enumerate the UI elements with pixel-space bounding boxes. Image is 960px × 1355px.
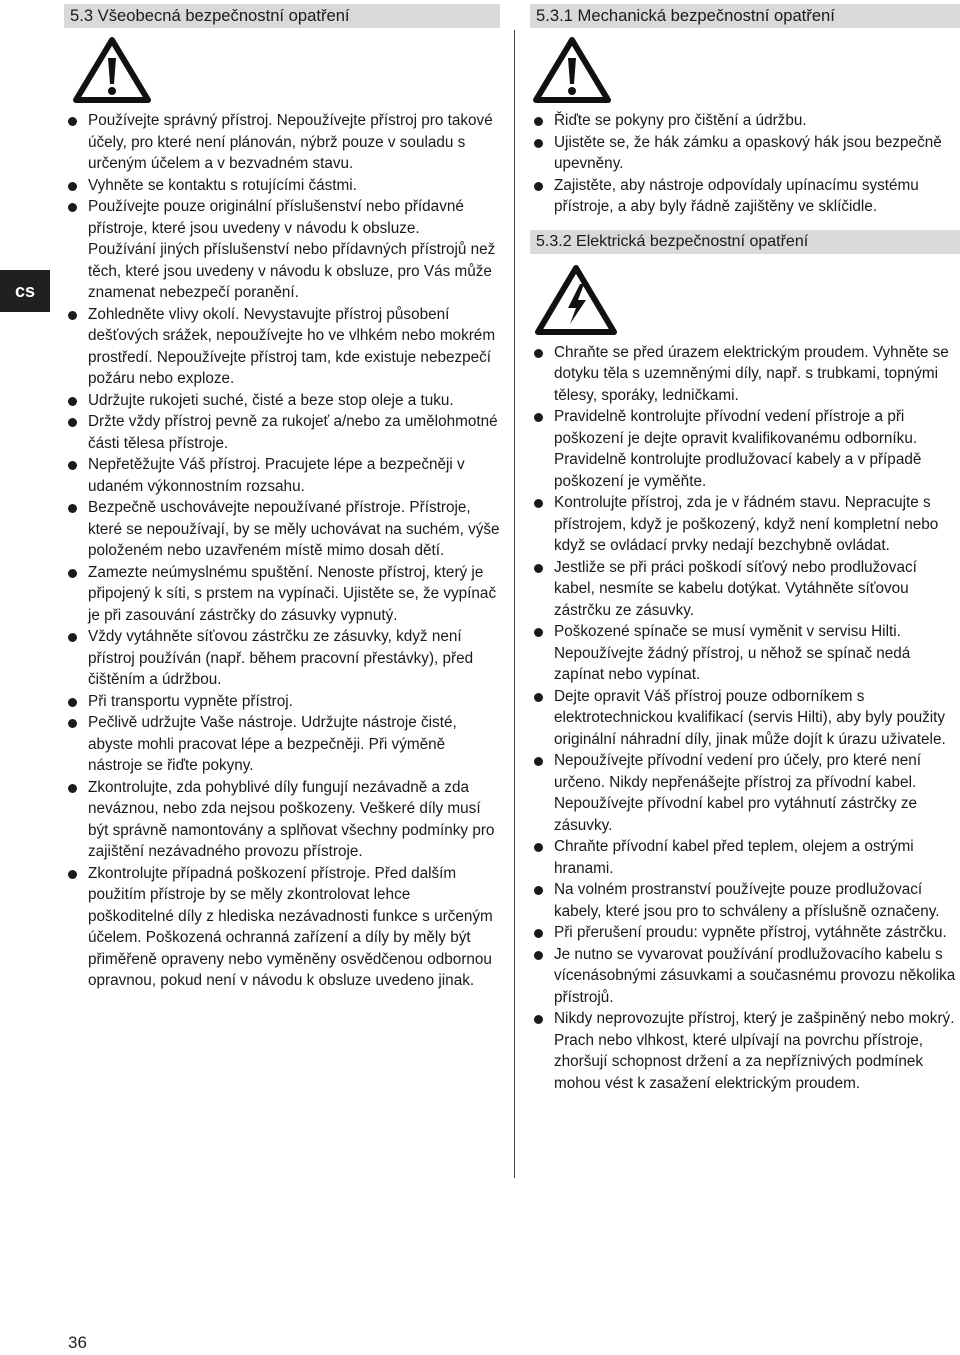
bullet-icon <box>68 870 77 879</box>
left-column <box>64 4 500 992</box>
list-item <box>530 110 960 132</box>
list-item <box>530 922 960 944</box>
list-item <box>64 712 500 777</box>
list-item-text: Používejte pouze originální příslušenství nebo přídavné přístroje, které jsou uvedeny v návodu k obsluze. <box>88 198 464 237</box>
list-item-text: Je nutno se vyvarovat používání prodlužovacího kabelu s vícenásobnými zásuvkami a současnému provozu několika přístrojů. <box>554 945 956 1006</box>
list-item <box>64 390 500 412</box>
list-item-text: Zohledněte vlivy okolí. Nevystavujte přístroj působení dešťových srážek, nepoužívejte ho ve vlhkém nebo mokrém prostředí. Nepoužívejte přístroj tam, kde existuje nebezpečí požáru nebo exploze. <box>88 305 496 387</box>
list-item <box>530 944 960 1009</box>
bullet-icon <box>534 139 543 148</box>
bullet-icon <box>534 886 543 895</box>
warning-triangle-icon <box>72 36 152 106</box>
language-tab: cs <box>0 270 50 312</box>
bullet-icon <box>534 413 543 422</box>
list-item-continuation: Používání jiných příslušenství nebo přídavných přístrojů než těch, které jsou uvedeny v návodu k obsluze, pro Vás může znamenat nebezpečí poranění. <box>88 241 496 301</box>
bullet-icon <box>68 418 77 427</box>
list-item <box>530 406 960 492</box>
bullet-icon <box>534 564 543 573</box>
list-item <box>64 196 500 304</box>
bullet-icon <box>534 1015 543 1024</box>
bullet-icon <box>534 951 543 960</box>
section-heading-general-safety: 5.3 Všeobecná bezpečnostní opatření <box>64 4 500 28</box>
list-item-text: Dejte opravit Váš přístroj pouze odborníkem s elektrotechnickou kvalifikací (servis Hilti), aby byly použity originální náhradní díly, jinak může dojít k úrazu uživatele. <box>554 687 946 748</box>
mechanical-safety-list <box>530 110 960 218</box>
list-item-text: Při transportu vypněte přístroj. <box>88 692 293 710</box>
list-item-text: Nikdy neprovozujte přístroj, který je zašpiněný nebo mokrý. Prach nebo vlhkost, které ulpívají na povrchu přístroje, zhoršují schopnost držení a za nepříznivých podmínek mohou vést k zasažení elektrickým proudem. <box>554 1010 955 1092</box>
list-item-text: Kontrolujte přístroj, zda je v řádném stavu. Nepracujte s přístrojem, když je poškozený, když není kompletní nebo když se ovládací prvky nedají bezchybně ovládat. <box>554 494 939 554</box>
list-item <box>64 626 500 691</box>
list-item <box>530 750 960 836</box>
list-item <box>64 691 500 713</box>
list-item-text: Ujistěte se, že hák zámku a opaskový hák jsou bezpečně upevněny. <box>554 133 942 172</box>
electrical-safety-list <box>530 342 960 1095</box>
bullet-icon <box>534 628 543 637</box>
list-item <box>530 686 960 751</box>
list-item <box>530 175 960 218</box>
list-item <box>64 562 500 627</box>
list-item-text: Vyhněte se kontaktu s rotujícími částmi. <box>88 176 357 194</box>
bullet-icon <box>68 397 77 406</box>
list-item-text: Nepřetěžujte Váš přístroj. Pracujete lépe a bezpečněji v udaném výkonnostním rozsahu. <box>88 456 465 495</box>
electric-hazard-icon <box>534 264 618 336</box>
bullet-icon <box>534 843 543 852</box>
list-item-text: Zkontrolujte, zda pohyblivé díly fungují nezávadně a zda neváznou, nebo zda nejsou poškozeny. Veškeré díly musí být správně namontovány a splňovat všechny podmínky pro zajištění nezávadného provozu přístroje. <box>88 778 495 860</box>
list-item <box>64 411 500 454</box>
list-item <box>64 497 500 562</box>
list-item-text: Při přerušení proudu: vypněte přístroj, vytáhněte zástrčku. <box>554 924 947 941</box>
list-item-text: Řiďte se pokyny pro čištění a údržbu. <box>554 112 807 129</box>
bullet-icon <box>68 504 77 513</box>
warning-triangle-icon <box>532 36 612 106</box>
column-divider <box>514 30 515 1178</box>
list-item-text: Zamezte neúmyslnému spuštění. Nenoste přístroj, který je připojený k síti, s prstem na vypínači. Ujistěte se, že vypínač je při zasouvání zástrčky do zásuvky vypnutý. <box>88 563 497 624</box>
list-item-text: Vždy vytáhněte síťovou zástrčku ze zásuvky, když není přístroj používán (např. během pracovní přestávky), před čištěním a údržbou. <box>88 628 474 688</box>
bullet-icon <box>68 633 77 642</box>
section-heading-electrical-safety: 5.3.2 Elektrická bezpečnostní opatření <box>530 230 960 254</box>
list-item <box>64 175 500 197</box>
list-item-text: Používejte správný přístroj. Nepoužívejte přístroj pro takové účely, pro které není plánován, nýbrž pouze v souladu s určeným účelem a v bezvadném stavu. <box>88 112 493 172</box>
list-item <box>530 836 960 879</box>
bullet-icon <box>68 569 77 578</box>
list-item-text: Na volném prostranství používejte pouze prodlužovací kabely, které jsou pro to schváleny a příslušně označeny. <box>554 881 940 920</box>
list-item-text: Zajistěte, aby nástroje odpovídaly upínacímu systému přístroje, a aby byly řádně zajištěny ve sklíčidle. <box>554 176 919 215</box>
bullet-icon <box>68 461 77 470</box>
bullet-icon <box>534 182 543 191</box>
bullet-icon <box>534 929 543 938</box>
bullet-icon <box>534 757 543 766</box>
list-item-text: Jestliže se při práci poškodí síťový nebo prodlužovací kabel, nesmíte se kabelu dotýkat. Vytáhněte síťovou zástrčku ze zásuvky. <box>554 558 917 619</box>
list-item-text: Nepoužívejte přívodní vedení pro účely, pro které není určeno. Nikdy nepřenášejte přístroj za přívodní kabel. Nepoužívejte přívodní kabel pro vytáhnutí zástrčky ze zásuvky. <box>554 752 922 834</box>
list-item <box>64 454 500 497</box>
list-item <box>64 304 500 390</box>
list-item <box>530 342 960 407</box>
list-item <box>530 492 960 557</box>
bullet-icon <box>534 693 543 702</box>
list-item <box>530 132 960 175</box>
bullet-icon <box>68 719 77 728</box>
bullet-icon <box>68 784 77 793</box>
list-item <box>530 1008 960 1094</box>
section-heading-mechanical-safety: 5.3.1 Mechanická bezpečnostní opatření <box>530 4 960 28</box>
list-item <box>64 110 500 175</box>
list-item-text: Pečlivě udržujte Vaše nástroje. Udržujte nástroje čisté, abyste mohli pracovat lépe a bezpečněji. Při výměně nástroje se řiďte pokyny. <box>88 714 457 774</box>
list-item-continuation: Pravidelně kontrolujte prodlužovací kabely a v případě poškození je vyměňte. <box>554 451 922 490</box>
bullet-icon <box>534 499 543 508</box>
list-item-text: Chraňte přívodní kabel před teplem, olejem a ostrými hranami. <box>554 838 914 877</box>
bullet-icon <box>534 349 543 358</box>
bullet-icon <box>68 117 77 126</box>
list-item-text: Držte vždy přístroj pevně za rukojeť a/nebo za umělohmotné části tělesa přístroje. <box>88 413 498 452</box>
list-item <box>530 557 960 622</box>
list-item-text: Chraňte se před úrazem elektrickým proudem. Vyhněte se dotyku těla s uzemněnými díly, např. s trubkami, topnými tělesy, sporáky, ledničkami. <box>554 343 949 404</box>
list-item <box>64 777 500 863</box>
bullet-icon <box>534 117 543 126</box>
general-safety-list <box>64 110 500 992</box>
bullet-icon <box>68 182 77 191</box>
page-number: 36 <box>68 1333 87 1352</box>
list-item-text: Bezpečně uschovávejte nepoužívané přístroje. Přístroje, které se nepoužívají, by se měly uchovávat na suchém, výše položeném nebo uzavřeném místě mimo dosah dětí. <box>88 499 500 559</box>
list-item-text: Udržujte rukojeti suché, čisté a beze stop oleje a tuku. <box>88 391 454 409</box>
right-column <box>530 4 960 1094</box>
list-item <box>530 879 960 922</box>
list-item <box>64 863 500 992</box>
bullet-icon <box>68 311 77 320</box>
list-item <box>530 621 960 686</box>
list-item-text: Pravidelně kontrolujte přívodní vedení přístroje a při poškození je dejte opravit kvalifikovanému odborníku. <box>554 408 918 447</box>
bullet-icon <box>68 698 77 707</box>
bullet-icon <box>68 203 77 212</box>
list-item-text: Poškozené spínače se musí vyměnit v servisu Hilti. Nepoužívejte žádný přístroj, u něhož se spínač nedá zapínat nebo vypínat. <box>554 623 911 683</box>
list-item-text: Zkontrolujte případná poškození přístroje. Před dalším použitím přístroje by se měly zkontrolovat lehce poškoditelné díly z hlediska nezávadnosti funkce s určeným účelem. Poškozená ochranná zařízení a díly by měly být přiměřeně opraveny nebo vyměněny osvědčenou odbornou opravnou, pokud není v návodu k obsluze uvedeno jinak. <box>88 864 493 989</box>
